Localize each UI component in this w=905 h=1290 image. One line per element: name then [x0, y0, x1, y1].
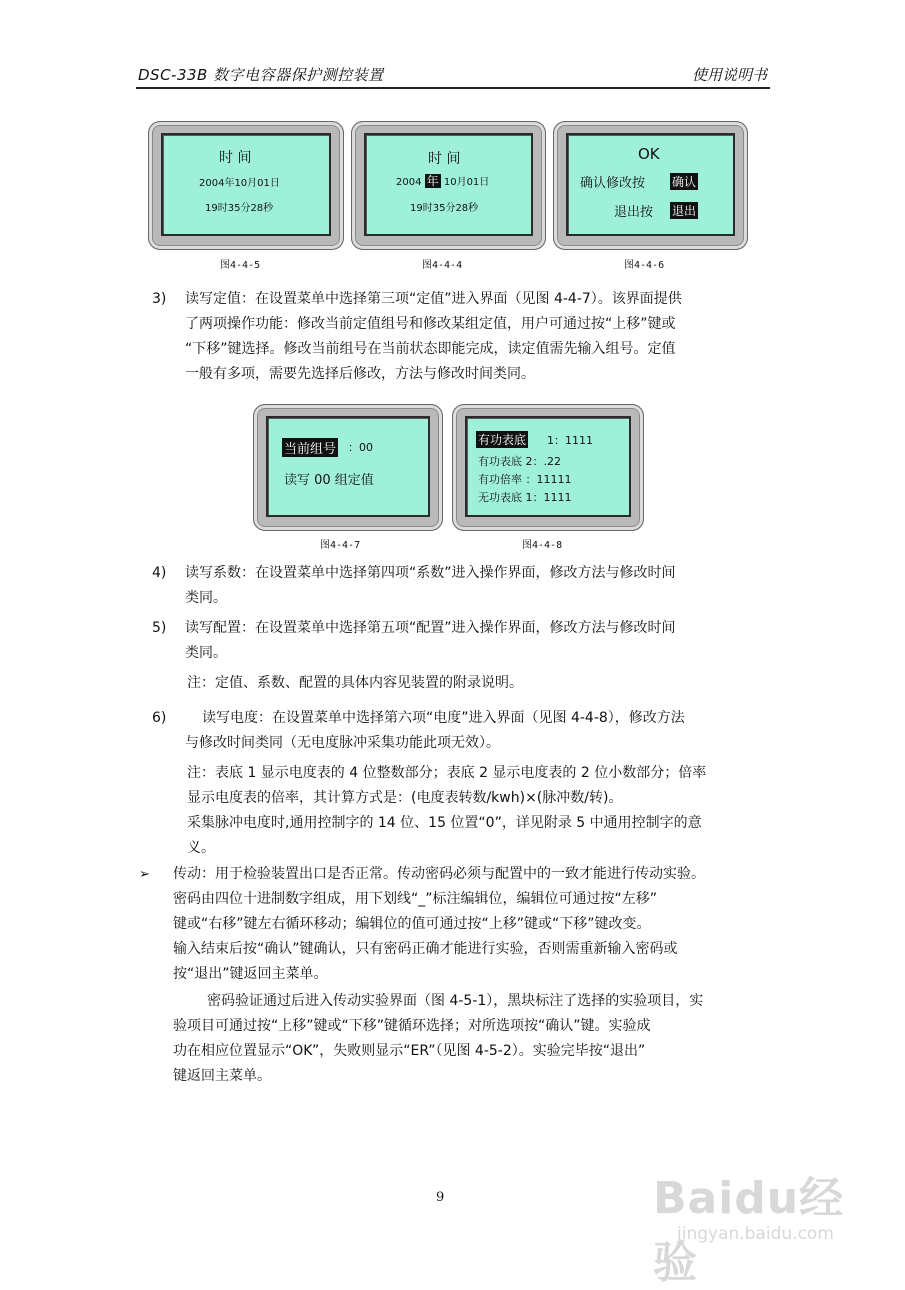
lcd-cursor-block: 年: [426, 174, 439, 188]
lcd-date: [396, 172, 489, 189]
lcd-confirm-key: 确认: [672, 175, 697, 189]
lcd-figure-4-4-4: [351, 121, 546, 250]
text-line: 密码验证通过后进入传动实验界面（图 4-5-1），黑块标注了选择的实验项目，实: [207, 993, 704, 1009]
figure-caption: 图4-4-5: [220, 260, 261, 271]
lcd-figure-4-4-8: [452, 404, 644, 531]
page-number: 9: [436, 1190, 445, 1205]
bullet-text: [173, 862, 705, 1089]
lcd-row-value: 1：1111: [547, 434, 593, 447]
list-item-text: [185, 706, 685, 756]
figure-caption: 图4-4-8: [522, 540, 563, 551]
watermark-logo: Baidu经验: [653, 1173, 845, 1288]
header-title: DSC-33B 数字电容器保护测控装置: [138, 66, 384, 84]
text-line: 读写定值：在设置菜单中选择第三项“定值”进入界面（见图 4-4-7）。该界面提供: [185, 291, 682, 307]
lcd-group-value: ：00: [348, 441, 373, 454]
text-line: 读写配置：在设置菜单中选择第五项“配置”进入操作界面，修改方法与修改时间: [185, 620, 676, 636]
text-line: 键或“右移”键左右循环移动；编辑位的值可通过按“上移”键或“下移”键改变。: [173, 916, 651, 932]
list-number: 4): [152, 565, 167, 581]
lcd-figure-4-4-6: [553, 121, 748, 250]
lcd-exit-key: 退出: [672, 204, 697, 218]
lcd-exit-label: 退出按: [614, 205, 654, 220]
text-line: 一般有多项，需要先选择后修改，方法与修改时间类同。: [185, 366, 535, 382]
text-line: 键返回主菜单。: [173, 1068, 271, 1084]
list-number: 6): [152, 710, 167, 726]
baidu-jingyan-watermark: [633, 1162, 865, 1288]
text-line: 传动：用于检验装置出口是否正常。传动密码必须与配置中的一致才能进行传动实验。: [173, 866, 705, 882]
text-line: 采集脉冲电度时,通用控制字的 14 位、15 位置“0”，详见附录 5 中通用控制字的意: [187, 815, 702, 831]
figure-caption: 图4-4-7: [320, 540, 361, 551]
list-item-text: [185, 616, 676, 666]
watermark-url: jingyan.baidu.com: [677, 1224, 834, 1244]
lcd-figure-4-4-5: [148, 121, 344, 250]
note-text: [187, 761, 706, 861]
lcd-time: 19时35分28秒: [410, 203, 479, 214]
lcd-screen: [266, 416, 430, 517]
text-line: 读写电度：在设置菜单中选择第六项“电度”进入界面（见图 4-4-8），修改方法: [202, 710, 685, 726]
text-line: 了两项操作功能：修改当前定值组号和修改某组定值，用户可通过按“上移”键或: [185, 316, 676, 332]
text-line: 读写系数：在设置菜单中选择第四项“系数”进入操作界面，修改方法与修改时间: [185, 565, 676, 581]
list-item-text: [185, 561, 676, 611]
list-item-text: [185, 287, 682, 387]
header-doc-type: 使用说明书: [691, 66, 767, 84]
text-line: 义。: [187, 840, 215, 856]
text-line: 输入结束后按“确认”键确认，只有密码正确才能进行实验，否则需重新输入密码或: [173, 941, 678, 957]
lcd-title: OK: [638, 145, 660, 163]
list-number: 3): [152, 291, 167, 307]
lcd-row: 有功表底 2：.22: [478, 455, 561, 468]
lcd-row-selected: 有功表底: [478, 433, 527, 447]
lcd-year: 2004: [396, 177, 422, 188]
lcd-title: 时 间: [428, 151, 461, 167]
text-line: 注：表底 1 显示电度表的 4 位整数部分；表底 2 显示电度表的 2 位小数部分；倍率: [187, 765, 707, 781]
text-line: 与修改时间类同（无电度脉冲采集功能此项无效）。: [185, 735, 500, 751]
lcd-screen: [161, 133, 331, 236]
text-line: 功在相应位置显示“OK”，失败则显示“ER”（见图 4-5-2）。实验完毕按“退出”: [173, 1043, 646, 1059]
lcd-screen: [566, 133, 735, 236]
figure-caption: 图4-4-4: [422, 260, 463, 271]
header-rule: [136, 87, 770, 89]
lcd-time: 19时35分28秒: [205, 203, 274, 214]
text-line: 显示电度表的倍率，其计算方式是：(电度表转数/kwh)×(脉冲数/转)。: [187, 790, 623, 806]
lcd-title: 时 间: [219, 150, 252, 166]
text-line: 密码由四位十进制数字组成，用下划线“_”标注编辑位，编辑位可通过按“左移”: [173, 891, 658, 907]
lcd-row: 有功倍率 ：11111: [478, 473, 572, 486]
arrow-bullet-icon: ➢: [139, 867, 150, 882]
lcd-screen: [465, 416, 631, 517]
text-line: “下移”键选择。修改当前组号在当前状态即能完成，读定值需先输入组号。定值: [185, 341, 676, 357]
lcd-read-write: 读写 00 组定值: [284, 473, 374, 488]
lcd-group-label: 当前组号: [282, 438, 338, 457]
lcd-confirm-label: 确认修改按: [580, 176, 646, 191]
figure-caption: 图4-4-6: [624, 260, 665, 271]
lcd-row: 无功表底 1：1111: [478, 491, 572, 504]
text-line: 类同。: [185, 590, 227, 606]
lcd-figure-4-4-7: [253, 404, 443, 531]
text-line: 验项目可通过按“上移”键或“下移”键循环选择；对所选项按“确认”键。实验成: [173, 1018, 651, 1034]
list-number: 5): [152, 620, 167, 636]
lcd-date: 2004年10月01日: [199, 178, 280, 189]
note-text: 注：定值、系数、配置的具体内容见装置的附录说明。: [187, 675, 523, 691]
lcd-screen: [364, 133, 533, 236]
text-line: 类同。: [185, 645, 227, 661]
text-line: 按“退出”键返回主菜单。: [173, 966, 328, 982]
lcd-month-day: 10月01日: [443, 177, 490, 188]
